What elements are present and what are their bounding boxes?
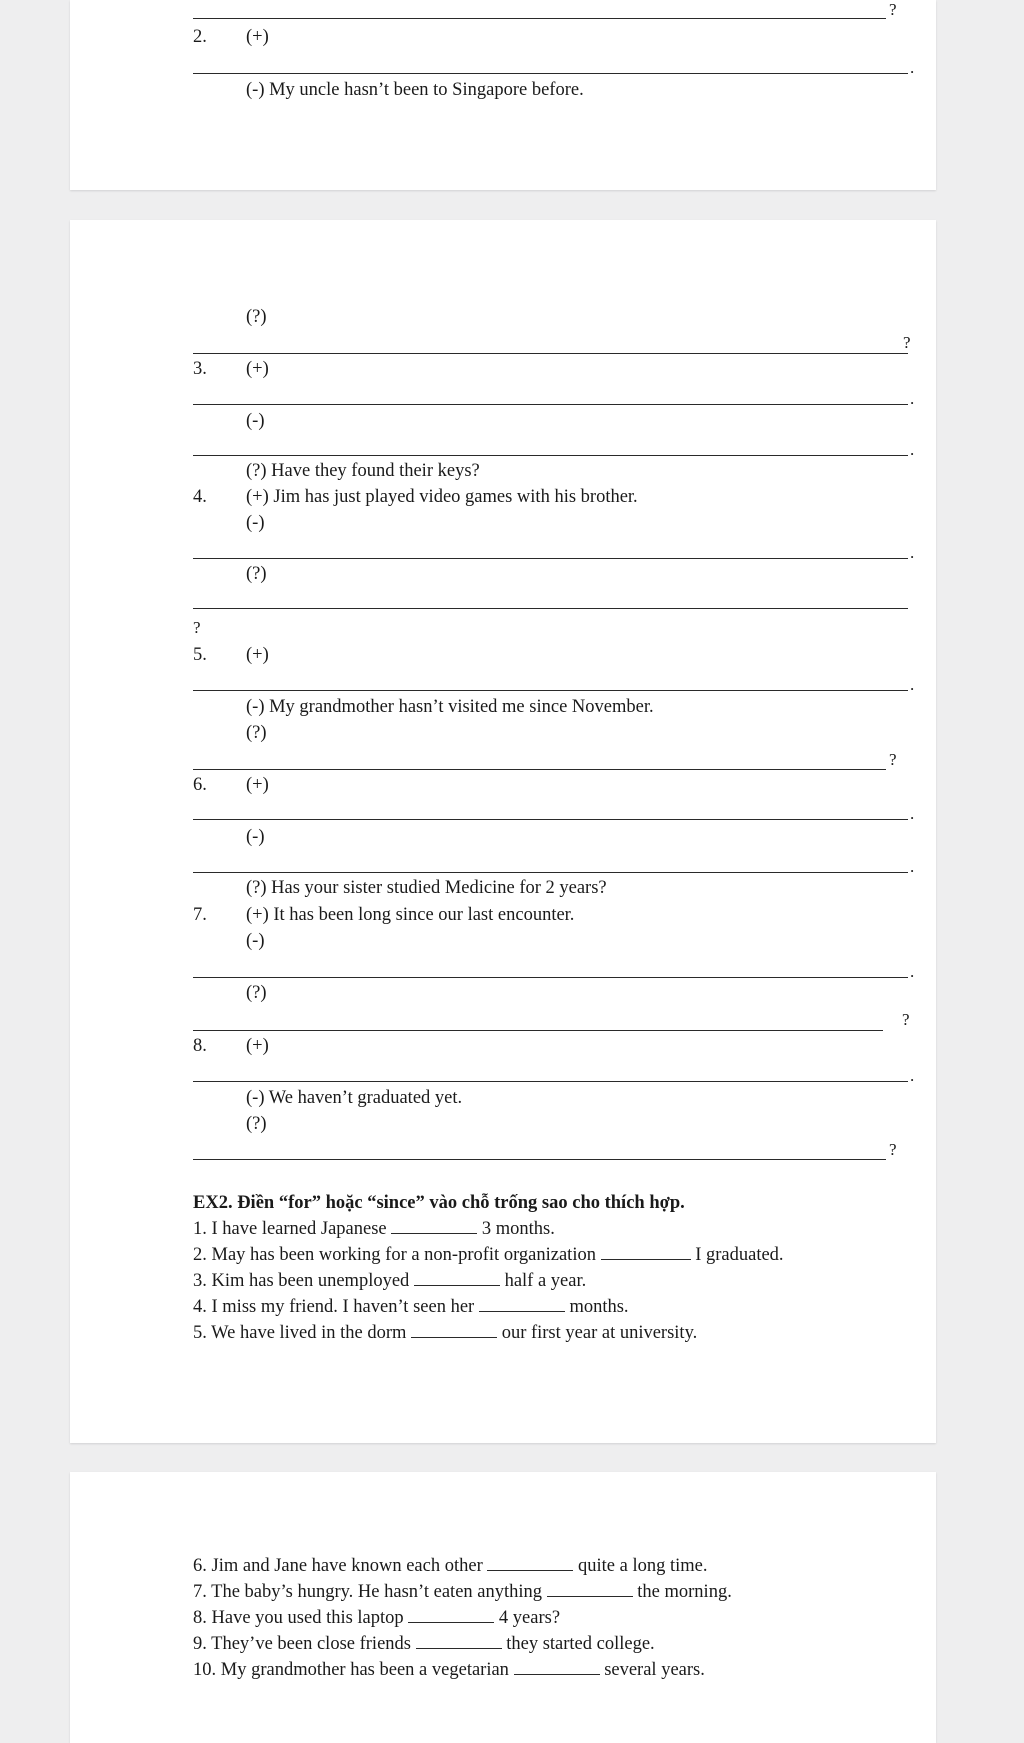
line-end-mark: .: [910, 1066, 915, 1085]
line-end-mark: ?: [889, 1140, 897, 1159]
fill-blank-item: [193, 1218, 555, 1240]
line-end-mark: .: [910, 804, 915, 823]
answer-line: [193, 872, 908, 873]
positive-sentence: (+) It has been long since our last encounter.: [246, 905, 575, 925]
fill-blank[interactable]: [411, 1322, 497, 1338]
fill-blank[interactable]: [416, 1633, 502, 1649]
line-end-mark: ?: [903, 333, 911, 352]
answer-line: [193, 977, 908, 978]
negative-label: (-): [246, 827, 265, 847]
fill-blank-item: [193, 1244, 784, 1266]
line-end-mark: .: [910, 58, 915, 77]
item-number: 3.: [193, 359, 207, 379]
item-text-after: they started college.: [501, 1634, 655, 1654]
answer-line: [193, 558, 908, 559]
line-end-mark: .: [910, 389, 915, 408]
negative-sentence: (-) My grandmother hasn’t visited me since November.: [246, 697, 654, 717]
line-end-mark: ?: [889, 0, 897, 19]
answer-line: [193, 455, 908, 456]
worksheet-page-3: [70, 1472, 936, 1743]
fill-blank-item: [193, 1633, 655, 1655]
item-text-before: 8. Have you used this laptop: [193, 1608, 409, 1628]
line-end-mark: .: [910, 675, 915, 694]
answer-line: [193, 819, 908, 820]
question-label: (?): [246, 564, 267, 584]
line-end-mark: .: [910, 857, 915, 876]
question-label: (?): [246, 307, 267, 327]
answer-line: [193, 404, 908, 405]
item-text-before: 7. The baby’s hungry. He hasn’t eaten anything: [193, 1582, 547, 1602]
answer-line: [193, 1159, 886, 1160]
fill-blank-item: [193, 1296, 629, 1318]
line-end-mark: .: [910, 962, 915, 981]
answer-line: [193, 18, 886, 19]
item-text-before: 5. We have lived in the dorm: [193, 1323, 412, 1343]
question-sentence: (?) Have they found their keys?: [246, 461, 480, 481]
item-text-before: 2. May has been working for a non-profit organization: [193, 1245, 601, 1265]
positive-label: (+): [246, 645, 269, 665]
line-end-mark: .: [910, 440, 915, 459]
fill-blank[interactable]: [479, 1296, 565, 1312]
item-text-before: 6. Jim and Jane have known each other: [193, 1556, 488, 1576]
item-number: 7.: [193, 905, 207, 925]
fill-blank[interactable]: [601, 1244, 691, 1260]
worksheet-page-1: [70, 0, 936, 190]
exercise-2-title: EX2. Điền “for” hoặc “since” vào chỗ trống sao cho thích hợp.: [193, 1193, 685, 1213]
fill-blank[interactable]: [514, 1659, 600, 1675]
item-text-after: months.: [564, 1297, 629, 1317]
worksheet-page-2: [70, 220, 936, 1443]
negative-sentence: (-) My uncle hasn’t been to Singapore before.: [246, 80, 584, 100]
item-text-after: quite a long time.: [573, 1556, 708, 1576]
question-sentence: (?) Has your sister studied Medicine for 2 years?: [246, 878, 607, 898]
item-text-after: the morning.: [632, 1582, 732, 1602]
fill-blank[interactable]: [547, 1581, 633, 1597]
item-number: 8.: [193, 1036, 207, 1056]
item-text-after: half a year.: [499, 1271, 587, 1291]
item-text-before: 4. I miss my friend. I haven’t seen her: [193, 1297, 479, 1317]
item-text-after: several years.: [599, 1660, 705, 1680]
item-text-after: 4 years?: [494, 1608, 561, 1628]
fill-blank-item: [193, 1659, 705, 1681]
negative-sentence: (-) We haven’t graduated yet.: [246, 1088, 463, 1108]
question-label: (?): [246, 1114, 267, 1134]
line-end-mark: .: [910, 543, 915, 562]
answer-line: [193, 1030, 883, 1031]
answer-line: [193, 1081, 908, 1082]
fill-blank-item: [193, 1581, 732, 1603]
question-label: (?): [246, 723, 267, 743]
negative-label: (-): [246, 513, 265, 533]
fill-blank[interactable]: [391, 1218, 477, 1234]
line-end-mark: ?: [889, 750, 897, 769]
answer-line: [193, 608, 908, 609]
fill-blank[interactable]: [414, 1270, 500, 1286]
positive-sentence: (+) Jim has just played video games with his brother.: [246, 487, 638, 507]
line-end-mark: ?: [902, 1010, 910, 1029]
item-text-before: 1. I have learned Japanese: [193, 1219, 392, 1239]
positive-label: (+): [246, 775, 269, 795]
line-end-mark: ?: [193, 618, 201, 637]
answer-line: [193, 690, 908, 691]
item-text-before: 10. My grandmother has been a vegetarian: [193, 1660, 514, 1680]
fill-blank-item: [193, 1555, 707, 1577]
item-text-before: 3. Kim has been unemployed: [193, 1271, 414, 1291]
item-number: 2.: [193, 27, 207, 47]
answer-line: [193, 353, 908, 354]
question-label: (?): [246, 983, 267, 1003]
item-text-after: 3 months.: [477, 1219, 555, 1239]
fill-blank-item: [193, 1607, 560, 1629]
item-number: 4.: [193, 487, 207, 507]
item-text-after: I graduated.: [690, 1245, 784, 1265]
fill-blank-item: [193, 1322, 697, 1344]
negative-label: (-): [246, 411, 265, 431]
fill-blank[interactable]: [487, 1555, 573, 1571]
item-text-before: 9. They’ve been close friends: [193, 1634, 416, 1654]
fill-blank-item: [193, 1270, 586, 1292]
fill-blank[interactable]: [408, 1607, 494, 1623]
item-number: 5.: [193, 645, 207, 665]
answer-line: [193, 769, 886, 770]
item-number: 6.: [193, 775, 207, 795]
negative-label: (-): [246, 931, 265, 951]
positive-label: (+): [246, 1036, 269, 1056]
item-text-after: our first year at university.: [497, 1323, 698, 1343]
positive-label: (+): [246, 27, 269, 47]
answer-line: [193, 73, 908, 74]
positive-label: (+): [246, 359, 269, 379]
